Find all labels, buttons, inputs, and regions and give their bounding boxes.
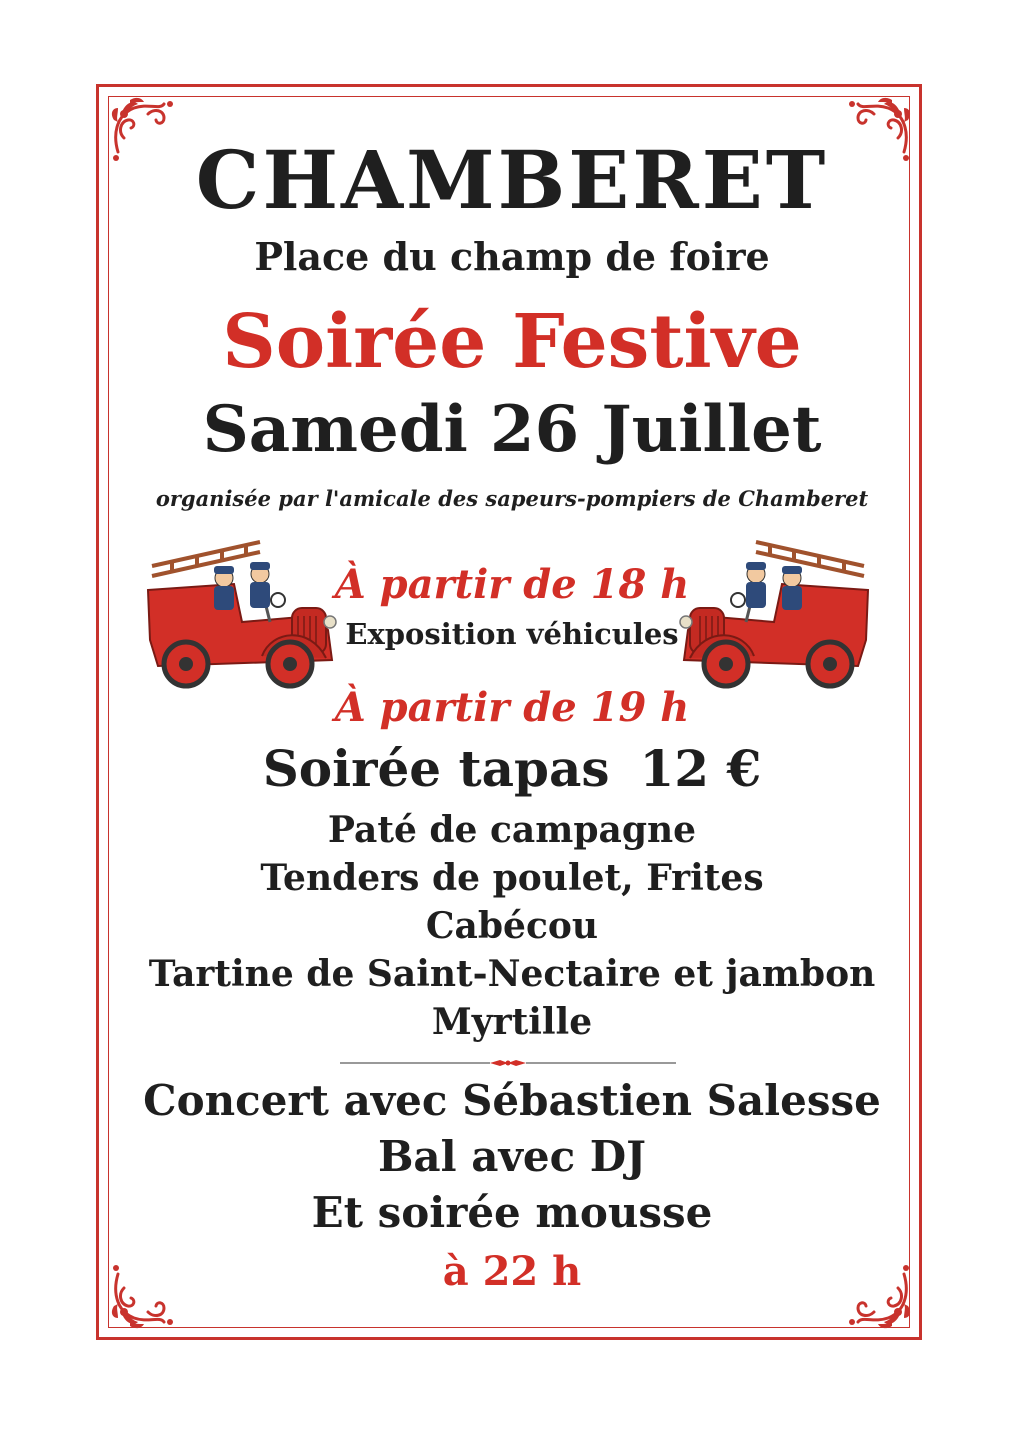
event-date: Samedi 26 Juillet: [202, 392, 822, 467]
menu-item: Tartine de Saint-Nectaire et jambon: [148, 953, 876, 995]
menu-item: Cabécou: [425, 905, 599, 947]
ornamental-divider-icon: [340, 1059, 676, 1067]
tapas-price: 12 €: [639, 739, 762, 798]
activity-line: Et soirée mousse: [311, 1188, 713, 1237]
activity-line: Concert avec Sébastien Salesse: [143, 1076, 881, 1125]
tapas-heading: [0, 739, 1024, 798]
start-time-tapas: À partir de 19 h: [334, 684, 690, 731]
vintage-fire-truck-icon: [142, 530, 342, 690]
menu-item: Myrtille: [431, 1001, 593, 1043]
event-title: Soirée Festive: [222, 299, 802, 385]
town-title: CHAMBERET: [195, 133, 829, 227]
tapas-label: Soirée tapas: [262, 739, 610, 798]
vintage-fire-truck-icon: [674, 530, 874, 690]
start-time-exhibition: À partir de 18 h: [334, 561, 690, 608]
exhibition-line: Exposition véhicules: [345, 617, 679, 651]
menu-item: Paté de campagne: [327, 809, 697, 851]
activity-line: Bal avec DJ: [377, 1132, 647, 1181]
venue-line: Place du champ de foire: [254, 234, 770, 279]
foam-party-time: à 22 h: [442, 1248, 582, 1295]
organizer-line: organisée par l'amicale des sapeurs-pompiers de Chamberet: [155, 486, 869, 511]
menu-item: Tenders de poulet, Frites: [260, 857, 764, 899]
